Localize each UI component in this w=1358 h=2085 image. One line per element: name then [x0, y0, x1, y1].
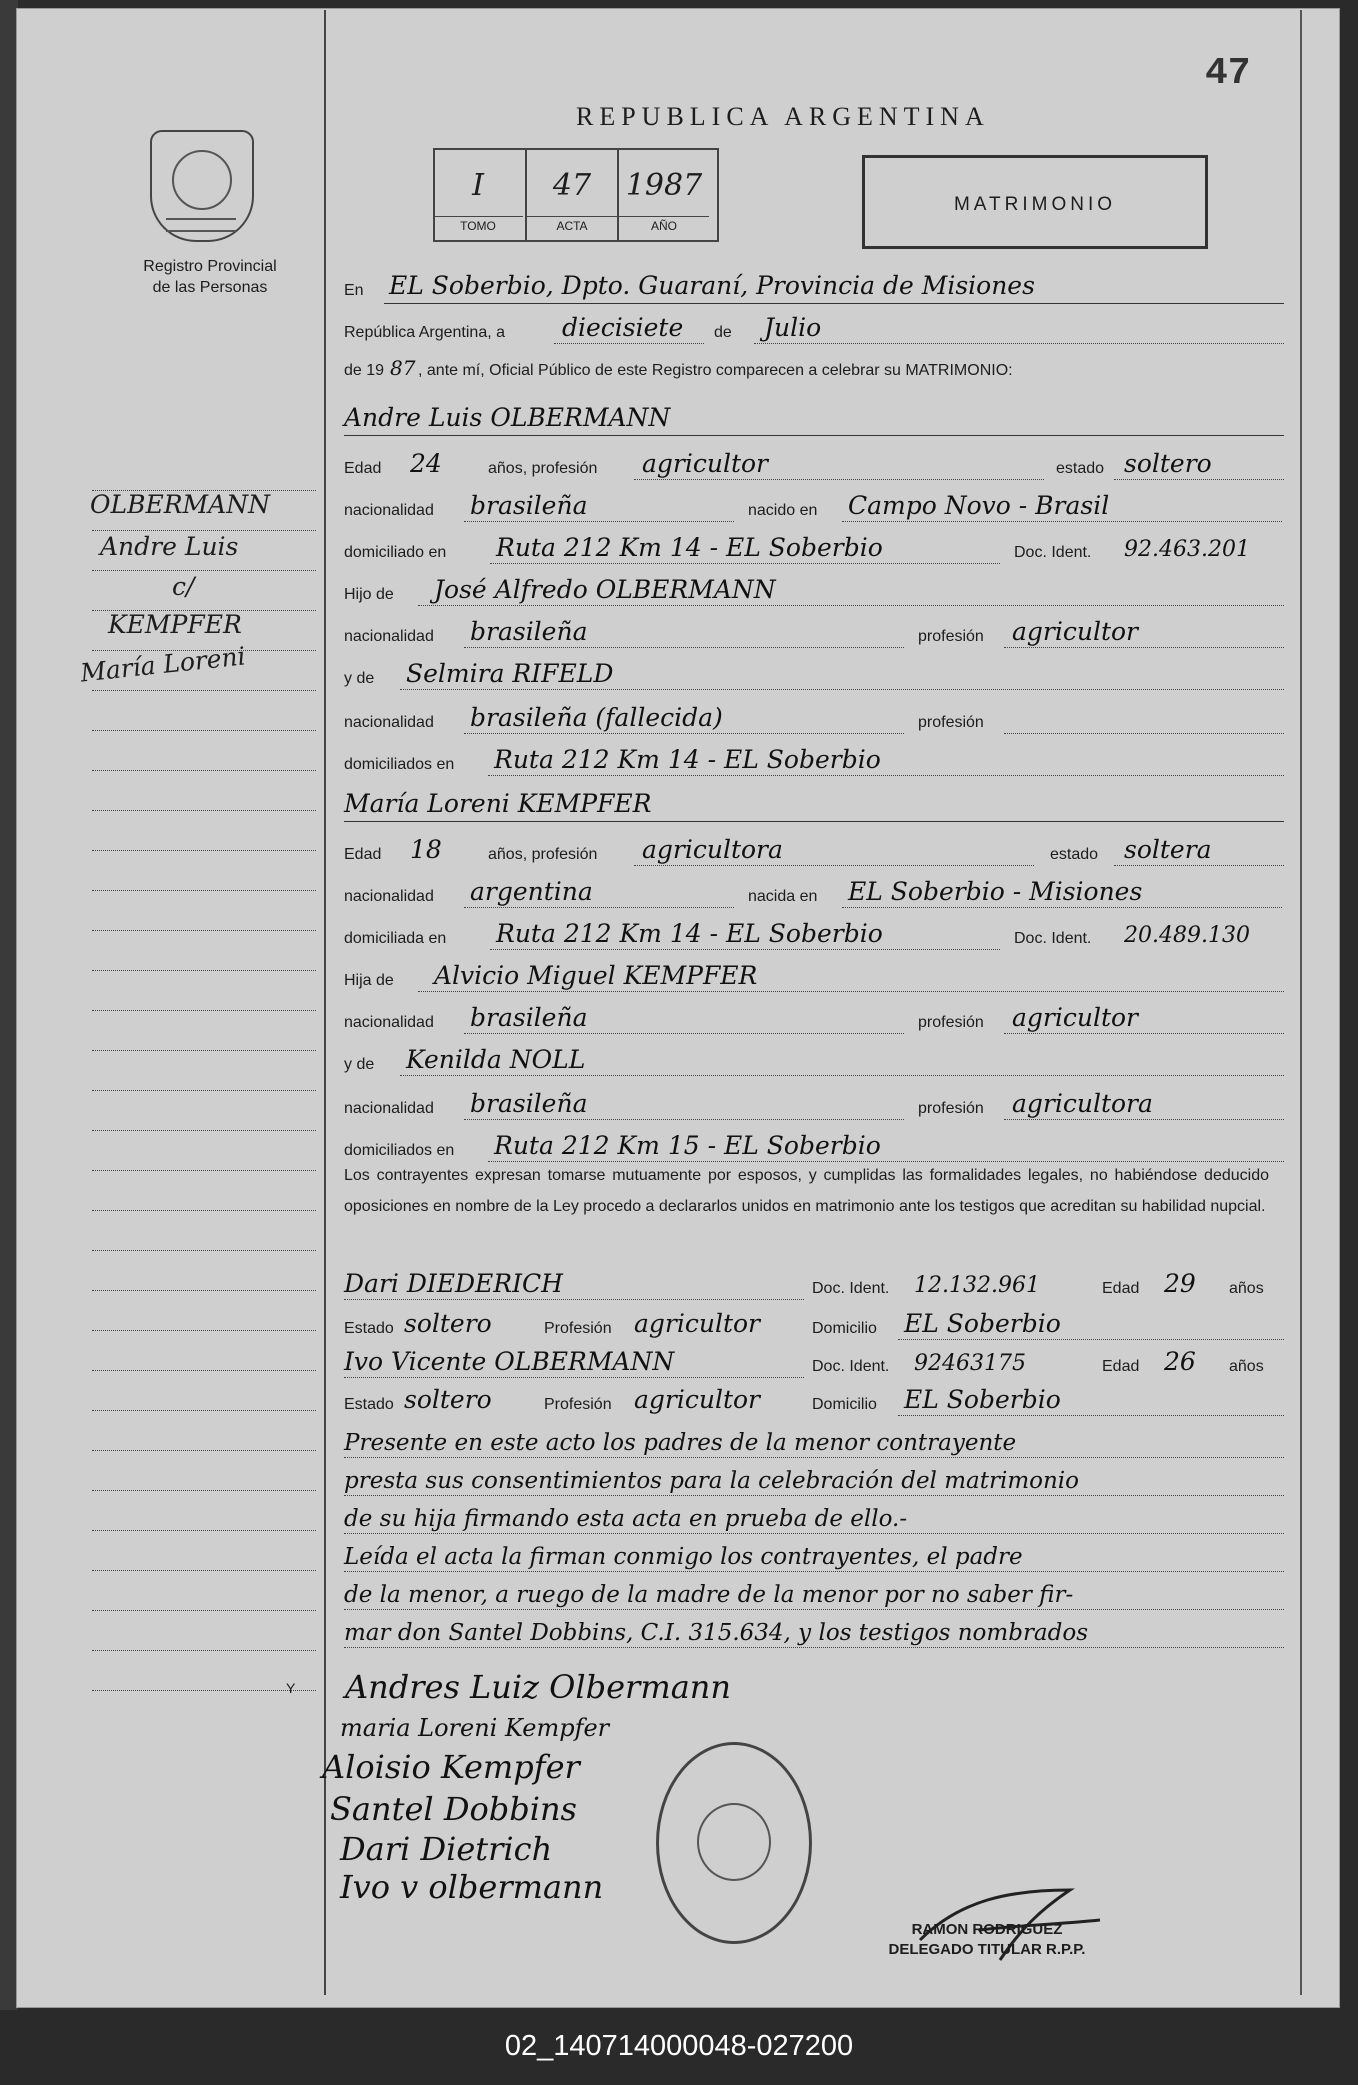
y-de-label: y de — [344, 1056, 375, 1073]
matrimonio-label: MATRIMONIO — [953, 194, 1117, 215]
bride-doc: 20.489.130 — [1124, 923, 1250, 948]
en-label: En — [344, 282, 364, 299]
note-row — [344, 1462, 1284, 1500]
acta-value: 47 — [552, 168, 592, 203]
witness2-estado: soltero — [404, 1385, 492, 1414]
groom-row-3 — [344, 534, 1284, 568]
place-value: EL Soberbio, Dpto. Guaraní, Provincia de Misiones — [389, 271, 1035, 300]
doc-label: Doc. Ident. — [1014, 930, 1092, 947]
officer-title: DELEGADO TITULAR R.P.P. — [888, 1941, 1086, 1958]
matrimonio-box — [862, 155, 1208, 249]
margin-bride-surname: KEMPFER — [108, 610, 242, 639]
signature-bride-father: Aloisio Kempfer — [322, 1748, 580, 1786]
coat-of-arms-icon — [150, 130, 254, 242]
witness2-age: 26 — [1164, 1347, 1196, 1376]
note-row — [344, 1424, 1284, 1462]
note-row — [344, 1576, 1284, 1614]
page-number: 47 — [1205, 52, 1251, 95]
groom-row-2 — [344, 492, 1284, 526]
groom-name-row — [344, 404, 1284, 438]
bride-mother: Kenilda NOLL — [406, 1045, 586, 1074]
anos-label: años — [1229, 1280, 1264, 1297]
y-de-label: y de — [344, 670, 375, 687]
bride-father: Alvicio Miguel KEMPFER — [434, 961, 758, 990]
groom-age: 24 — [410, 449, 442, 478]
witness2-row-2 — [344, 1386, 1284, 1420]
estado-label: Estado — [344, 1396, 394, 1413]
edad-label: Edad — [344, 460, 382, 477]
groom-doc: 92.463.201 — [1124, 537, 1250, 562]
doc-label: Doc. Ident. — [812, 1280, 890, 1297]
declaration-text: Los contrayentes expresan tomarse mutuamente por esposos, y cumplidas las formalidades legales, no habiéndose deducido oposiciones en nombre de la Ley procedo a declararlos unidos en matrimonio ante los testigos que acreditan su habilidad nupcial. — [344, 1167, 1269, 1215]
bride-birthplace: EL Soberbio - Misiones — [848, 877, 1143, 906]
doc-label: Doc. Ident. — [812, 1358, 890, 1375]
month-value: Julio — [764, 313, 822, 342]
year-prefix: de 19 — [344, 362, 385, 379]
intro-row-1 — [344, 272, 1284, 306]
nacionalidad-label: nacionalidad — [344, 1100, 434, 1117]
margin-mark: Y — [286, 1680, 296, 1696]
witness1-row-2 — [344, 1310, 1284, 1344]
bride-nationality: argentina — [470, 877, 593, 906]
edad-label: Edad — [1102, 1280, 1140, 1297]
bride-row-2 — [344, 878, 1284, 912]
profesion-label: profesión — [918, 1014, 984, 1031]
profesion-label: años, profesión — [488, 460, 598, 477]
witness1-prof: agricultor — [634, 1309, 761, 1338]
groom-mother-nationality: brasileña (fallecida) — [470, 703, 723, 732]
groom-nationality: brasileña — [470, 491, 588, 520]
note-line: Leída el acta la firman conmigo los contrayentes, el padre — [344, 1544, 1023, 1570]
estado-label: Estado — [344, 1320, 394, 1337]
groom-address: Ruta 212 Km 14 - EL Soberbio — [496, 533, 883, 562]
witness2-dom: EL Soberbio — [904, 1385, 1061, 1414]
signature-witness1: Dari Dietrich — [340, 1830, 553, 1868]
bride-profession: agricultora — [642, 835, 783, 864]
year-value: 1987 — [625, 168, 703, 203]
estado-label: estado — [1050, 846, 1099, 863]
signature-witness2: Ivo v olbermann — [340, 1868, 604, 1906]
margin-con: c/ — [172, 572, 195, 601]
margin-groom-name: Andre Luis — [100, 532, 239, 561]
witness2-name: Ivo Vicente OLBERMANN — [344, 1347, 675, 1376]
witness1-estado: soltero — [404, 1309, 492, 1338]
tomo-value: I — [472, 168, 484, 203]
estado-label: estado — [1056, 460, 1105, 477]
profesion-label: profesión — [918, 628, 984, 645]
note-row — [344, 1538, 1284, 1576]
bride-row-4 — [344, 962, 1284, 996]
nacionalidad-label: nacionalidad — [344, 628, 434, 645]
domiciliados-label: domiciliados en — [344, 756, 455, 773]
bride-father-nationality: brasileña — [470, 1003, 588, 1032]
groom-row-5 — [344, 618, 1284, 652]
domiciliada-label: domiciliada en — [344, 930, 447, 947]
comparecen-text: , ante mí, Oficial Público de este Registro comparecen a celebrar su MATRIMONIO: — [418, 362, 1013, 379]
officer-block — [842, 1920, 1132, 1960]
margin-divider — [324, 10, 326, 1995]
witness2-prof: agricultor — [634, 1385, 761, 1414]
profesion-label: Profesión — [544, 1396, 612, 1413]
nacionalidad-label: nacionalidad — [344, 1014, 434, 1031]
margin-bride-name: María Loreni — [78, 641, 247, 688]
witness1-dom: EL Soberbio — [904, 1309, 1061, 1338]
bride-row-5 — [344, 1004, 1284, 1038]
bride-father-profession: agricultor — [1012, 1003, 1139, 1032]
note-line: Presente en este acto los padres de la menor contrayente — [344, 1430, 1017, 1456]
edad-label: Edad — [344, 846, 382, 863]
groom-row-8 — [344, 746, 1284, 780]
intro-row-2 — [344, 314, 1284, 348]
bride-mother-profession: agricultora — [1012, 1089, 1153, 1118]
domicilio-label: Domicilio — [812, 1320, 877, 1337]
groom-mother: Selmira RIFELD — [406, 659, 614, 688]
bride-row-1 — [344, 836, 1284, 870]
domiciliado-label: domiciliado en — [344, 544, 447, 561]
witness1-name: Dari DIEDERICH — [344, 1269, 563, 1298]
groom-row-4 — [344, 576, 1284, 610]
groom-row-6 — [344, 660, 1284, 694]
hijo-label: Hijo de — [344, 586, 394, 603]
note-line: mar don Santel Dobbins, C.I. 315.634, y los testigos nombrados — [344, 1620, 1089, 1646]
margin-groom-surname: OLBERMANN — [90, 490, 270, 519]
year-handwritten: 87 — [390, 356, 416, 380]
nacido-label: nacido en — [748, 502, 818, 519]
de-label: de — [714, 324, 732, 341]
groom-parents-address: Ruta 212 Km 14 - EL Soberbio — [494, 745, 881, 774]
country-title: REPUBLICA ARGENTINA — [576, 102, 990, 131]
bride-parents-address: Ruta 212 Km 15 - EL Soberbio — [494, 1131, 881, 1160]
witness1-doc: 12.132.961 — [914, 1273, 1040, 1298]
note-row — [344, 1500, 1284, 1538]
bride-mother-nationality: brasileña — [470, 1089, 588, 1118]
republica-label: República Argentina, a — [344, 324, 505, 341]
groom-row-7 — [344, 704, 1284, 738]
signature-bride: maria Loreni Kempfer — [340, 1714, 610, 1742]
profesion-label: profesión — [918, 1100, 984, 1117]
domiciliados-label: domiciliados en — [344, 1142, 455, 1159]
profesion-label: años, profesión — [488, 846, 598, 863]
right-border — [1300, 10, 1302, 1995]
groom-estado: soltero — [1124, 449, 1212, 478]
groom-father-profession: agricultor — [1012, 617, 1139, 646]
domicilio-label: Domicilio — [812, 1396, 877, 1413]
intro-row-3 — [344, 352, 1284, 386]
day-value: diecisiete — [562, 313, 684, 342]
witness2-row-1 — [344, 1348, 1284, 1382]
signature-groom: Andres Luiz Olbermann — [345, 1668, 731, 1706]
groom-profession: agricultor — [642, 449, 769, 478]
officer-name: RAMON RODRIGUEZ — [911, 1921, 1063, 1938]
bride-name: María Loreni KEMPFER — [344, 789, 652, 818]
groom-birthplace: Campo Novo - Brasil — [848, 491, 1110, 520]
witness1-age: 29 — [1164, 1269, 1196, 1298]
registry-line-2: de las Personas — [152, 279, 268, 296]
doc-label: Doc. Ident. — [1014, 544, 1092, 561]
groom-father: José Alfredo OLBERMANN — [434, 575, 776, 604]
bride-name-row — [344, 790, 1284, 824]
bride-address: Ruta 212 Km 14 - EL Soberbio — [496, 919, 883, 948]
registry-line-1: Registro Provincial — [143, 258, 277, 275]
groom-row-1 — [344, 450, 1284, 484]
witness2-doc: 92463175 — [914, 1351, 1026, 1376]
year-label: AÑO — [619, 216, 709, 233]
seal-emblem-icon — [697, 1803, 771, 1881]
bride-age: 18 — [410, 835, 442, 864]
bride-estado: soltera — [1124, 835, 1212, 864]
signature-rogated: Santel Dobbins — [330, 1790, 577, 1828]
note-line: presta sus consentimientos para la celebración del matrimonio — [344, 1468, 1080, 1494]
witness1-row-1 — [344, 1270, 1284, 1304]
acta-label: ACTA — [527, 216, 617, 233]
groom-father-nationality: brasileña — [470, 617, 588, 646]
edad-label: Edad — [1102, 1358, 1140, 1375]
note-row — [344, 1614, 1284, 1652]
nacida-label: nacida en — [748, 888, 818, 905]
bride-row-6 — [344, 1046, 1284, 1080]
profesion-label: Profesión — [544, 1320, 612, 1337]
nacionalidad-label: nacionalidad — [344, 502, 434, 519]
tomo-label: TOMO — [433, 216, 523, 233]
note-line: de la menor, a ruego de la madre de la menor por no saber fir- — [344, 1582, 1074, 1608]
bride-row-7 — [344, 1090, 1284, 1124]
anos-label: años — [1229, 1358, 1264, 1375]
groom-name: Andre Luis OLBERMANN — [344, 403, 671, 432]
official-seal — [656, 1742, 812, 1944]
profesion-label: profesión — [918, 714, 984, 731]
hija-label: Hija de — [344, 972, 394, 989]
note-line: de su hija firmando esta acta en prueba de ello.- — [344, 1506, 908, 1532]
tomo-acta-box — [433, 148, 719, 242]
image-id-caption: 02_140714000048-027200 — [504, 2030, 854, 2062]
nacionalidad-label: nacionalidad — [344, 888, 434, 905]
bride-row-3 — [344, 920, 1284, 954]
registry-name — [110, 256, 310, 298]
nacionalidad-label: nacionalidad — [344, 714, 434, 731]
